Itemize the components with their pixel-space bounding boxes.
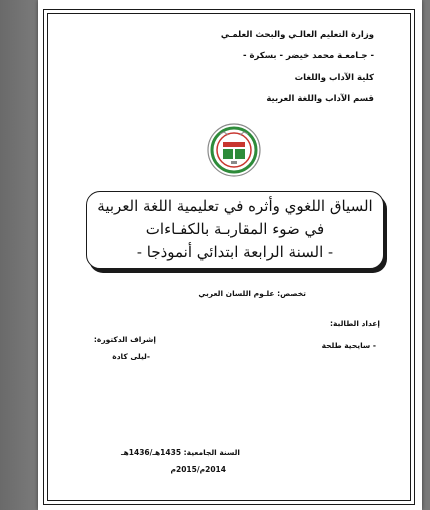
supervisor-name: -ليلى كادة [112,352,150,361]
thesis-title-line-2: في ضوء المقاربـة بالكفـاءات [145,220,325,238]
viewer-scrollbar-track[interactable] [422,0,430,510]
thesis-title-line-1: السياق اللغوي وأثره في تعليمية اللغة العربية [97,197,373,215]
university-emblem-icon [206,122,262,178]
document-page [38,0,422,510]
thesis-title-box [86,191,384,269]
department-name: قسم الآداب واللغة العربية [266,94,374,104]
viewer-left-margin [0,0,38,510]
student-name: - سايحية طلحة [321,341,376,350]
ministry-name: وزارة التعليم العالـي والبحث العلمـي [220,30,374,40]
university-name: - جـامعـة محمد خيضر - بسكرة - [242,51,374,61]
student-label: إعداد الطالبة: [330,319,380,328]
thesis-title-line-3: - السنة الرابعة ابتدائي أنموذجا - [136,243,334,261]
supervisor-label: إشراف الدكتورة: [93,335,156,344]
specialty-label: تخصص: علـوم اللسان العربي [198,289,306,298]
faculty-name: كلية الآداب واللغات [294,73,374,83]
academic-year-gregorian: 2014م/2015م [170,465,226,474]
academic-year-hijri: السنة الجامعية: 1435هـ/1436هـ [121,448,240,457]
